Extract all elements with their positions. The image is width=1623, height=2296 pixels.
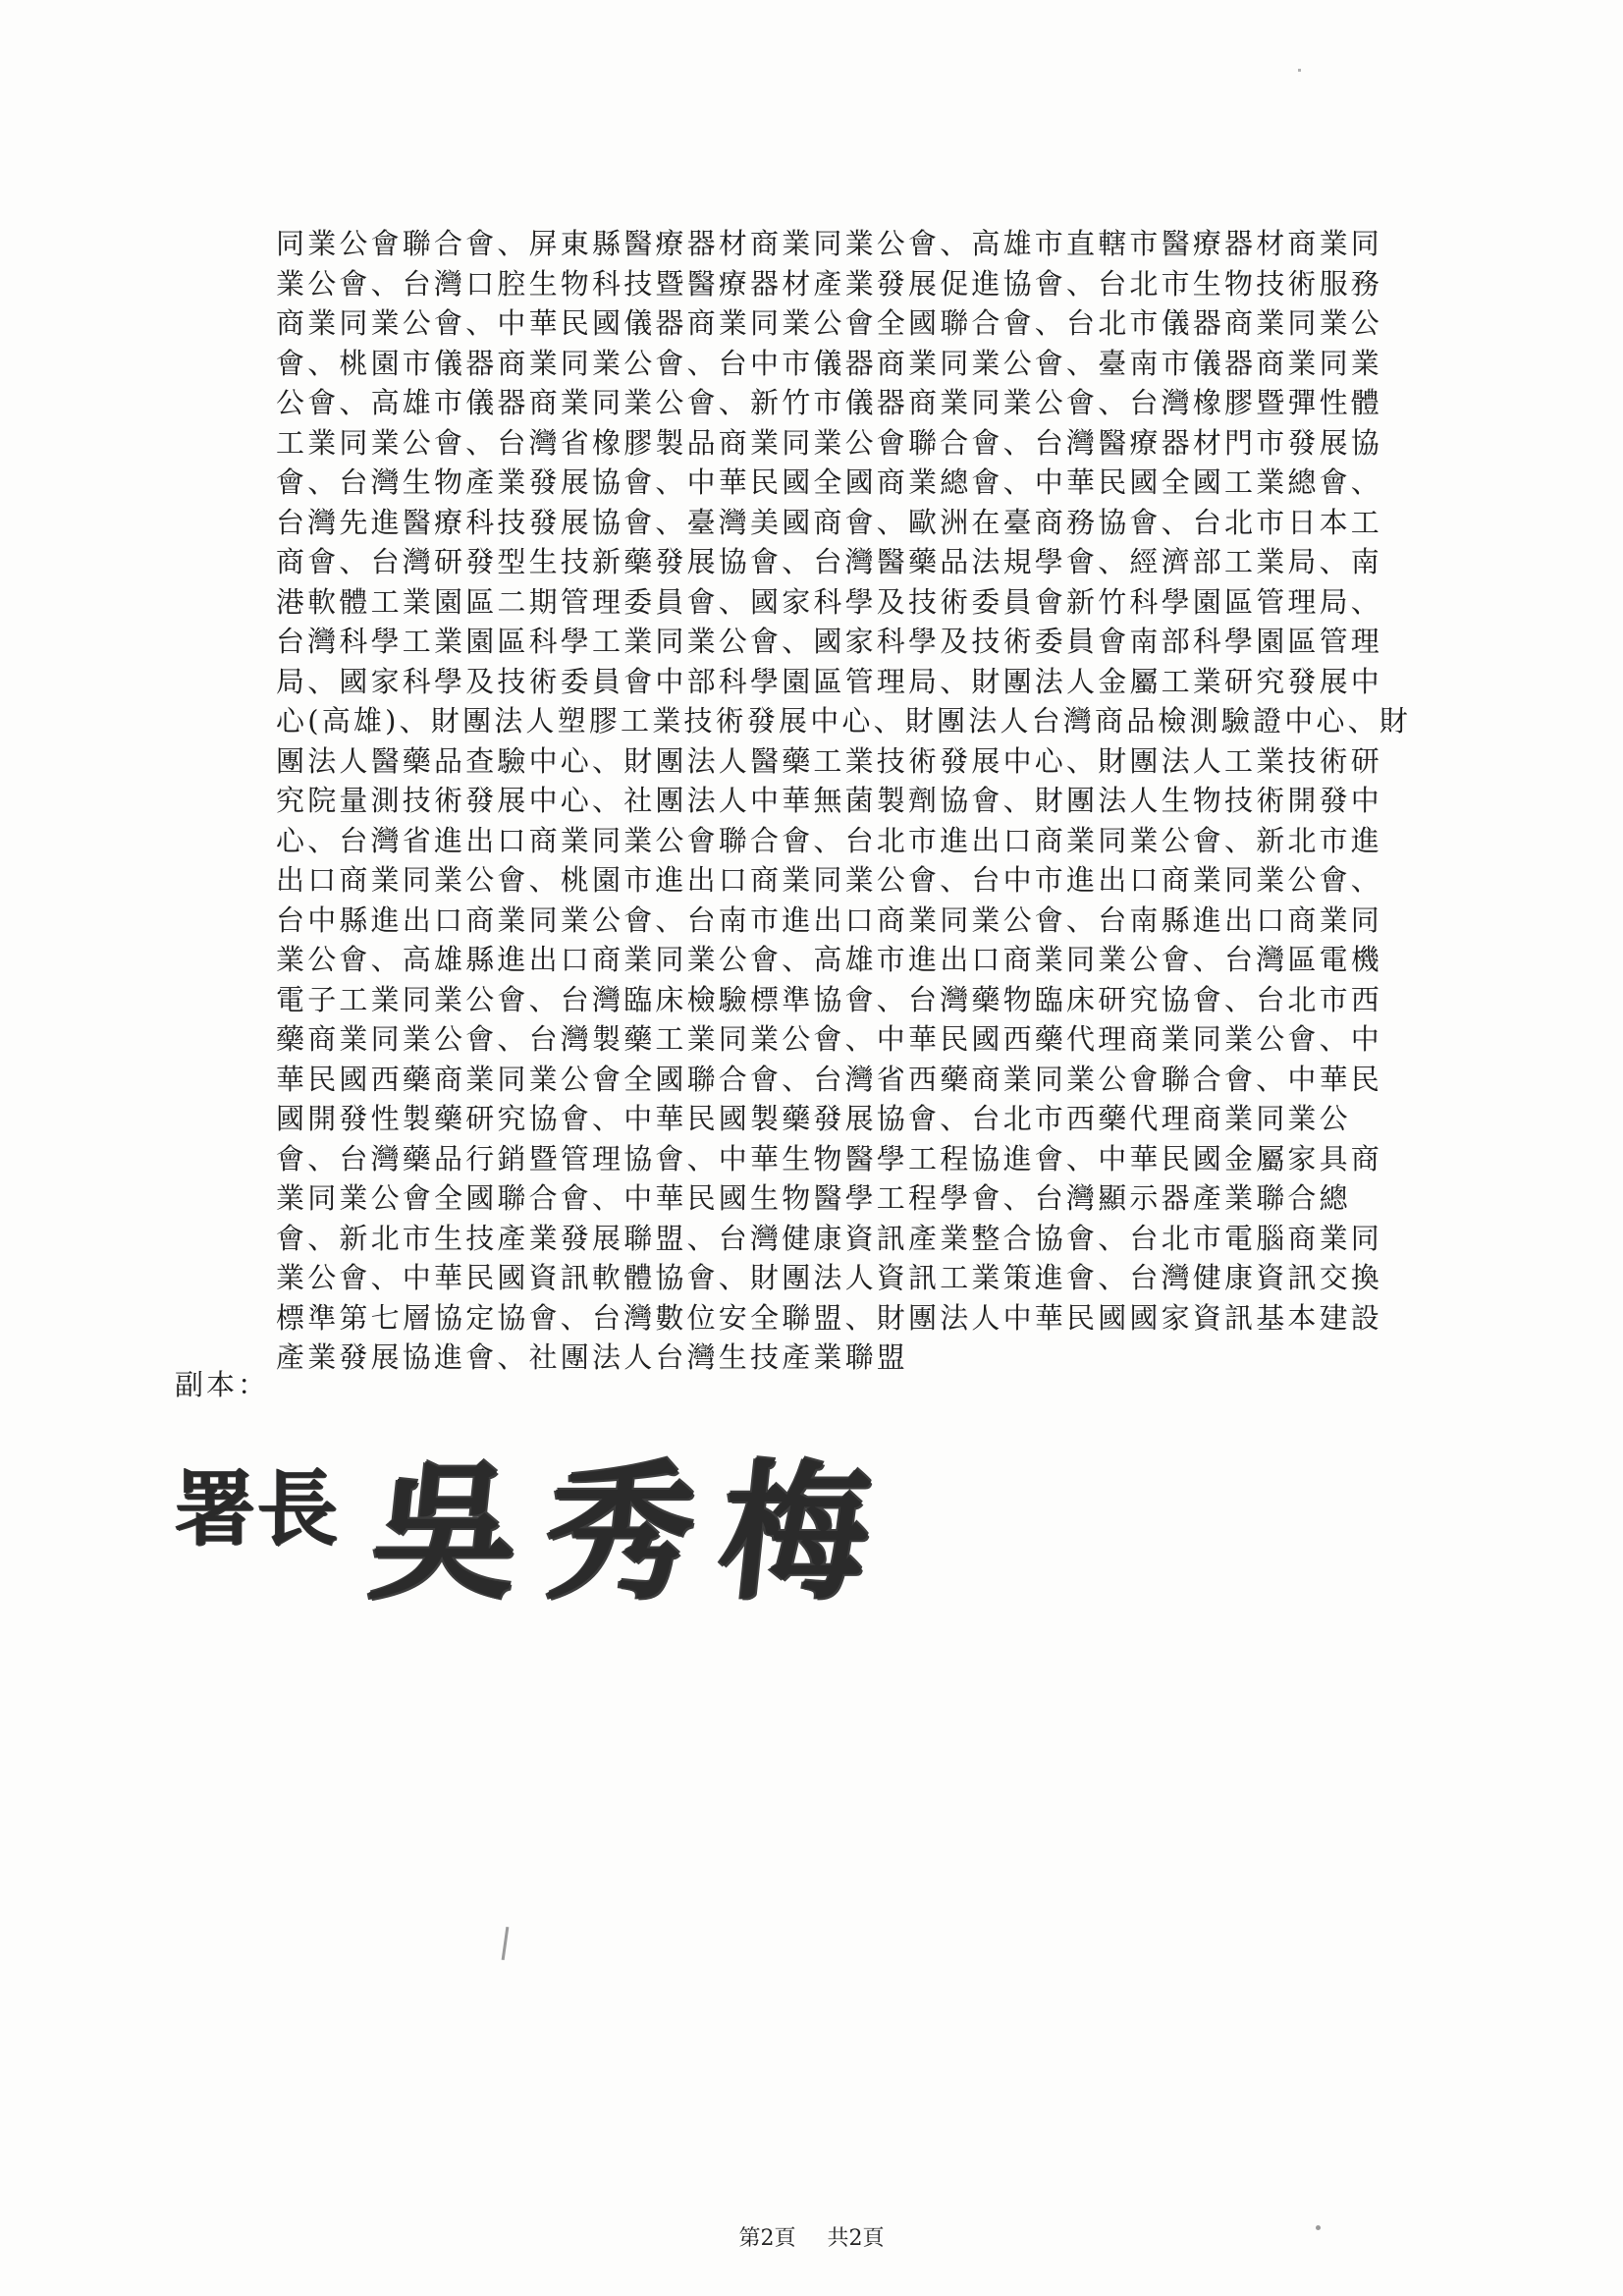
recipients-line: 業公會、台灣口腔生物科技暨醫療器材產業發展促進協會、台北市生物技術服務 <box>276 266 1383 301</box>
recipients-line: 標準第七層協定協會、台灣數位安全聯盟、財團法人中華民國國家資訊基本建設 <box>276 1300 1383 1335</box>
recipients-line: 產業發展協進會、社團法人台灣生技產業聯盟 <box>276 1340 909 1374</box>
scan-speck <box>1298 69 1301 72</box>
recipients-line: 業公會、中華民國資訊軟體協會、財團法人資訊工業策進會、台灣健康資訊交換 <box>276 1261 1383 1294</box>
recipients-line: 台灣先進醫療科技發展協會、臺灣美國商會、歐洲在臺商務協會、台北市日本工 <box>276 505 1383 539</box>
signature-stamp <box>167 1404 905 1619</box>
recipients-line: 會、桃園市儀器商業同業公會、台中市儀器商業同業公會、臺南市儀器商業同業 <box>276 346 1383 380</box>
recipients-line: 工業同業公會、台灣省橡膠製品商業同業公會聯合會、台灣醫療器材門市發展協 <box>276 425 1383 460</box>
recipients-line: 會、新北市生技產業發展聯盟、台灣健康資訊產業整合協會、台北市電腦商業同 <box>276 1221 1383 1255</box>
signature-name: 吳秀梅 <box>362 1447 905 1619</box>
recipients-line: 局、國家科學及技術委員會中部科學園區管理局、財團法人金屬工業研究發展中 <box>276 664 1383 698</box>
recipients-line: 台中縣進出口商業同業公會、台南市進出口商業同業公會、台南縣進出口商業同 <box>276 902 1383 937</box>
recipients-line: 公會、高雄市儀器商業同業公會、新竹市儀器商業同業公會、台灣橡膠暨彈性體 <box>276 386 1383 419</box>
recipients-line: 會、台灣生物產業發展協會、中華民國全國商業總會、中華民國全國工業總會、 <box>276 465 1383 499</box>
recipients-line: 國開發性製藥研究協會、中華民國製藥發展協會、台北市西藥代理商業同業公 <box>276 1102 1351 1135</box>
recipients-line: 港軟體工業園區二期管理委員會、國家科學及技術委員會新竹科學園區管理局、 <box>276 584 1383 619</box>
recipients-line: 心、台灣省進出口商業同業公會聯合會、台北市進出口商業同業公會、新北市進 <box>276 823 1383 857</box>
recipients-line: 商會、台灣研發型生技新藥發展協會、台灣醫藥品法規學會、經濟部工業局、南 <box>276 545 1383 578</box>
signature-title: 署長 <box>175 1461 341 1558</box>
page-total: 共2頁 <box>827 2226 885 2251</box>
recipients-line: 同業公會聯合會、屏東縣醫療器材商業同業公會、高雄市直轄市醫療器材商業同 <box>276 227 1383 260</box>
page-number-footer <box>0 2221 1623 2252</box>
recipients-line: 業公會、高雄縣進出口商業同業公會、高雄市進出口商業同業公會、台灣區電機 <box>276 943 1383 976</box>
recipients-line: 商業同業公會、中華民國儀器商業同業公會全國聯合會、台北市儀器商業同業公 <box>276 306 1383 340</box>
recipients-line: 華民國西藥商業同業公會全國聯合會、台灣省西藥商業同業公會聯合會、中華民 <box>276 1062 1383 1096</box>
recipients-line: 出口商業同業公會、桃園市進出口商業同業公會、台中市進出口商業同業公會、 <box>276 863 1383 897</box>
page-current: 第2頁 <box>738 2226 796 2251</box>
recipients-list <box>276 224 1454 1378</box>
scan-speck <box>502 1927 510 1960</box>
recipients-line: 台灣科學工業園區科學工業同業公會、國家科學及技術委員會南部科學園區管理 <box>276 625 1383 658</box>
cc-label: 副本： <box>175 1368 270 1401</box>
recipients-line: 究院量測技術發展中心、社團法人中華無菌製劑協會、財團法人生物技術開發中 <box>276 784 1383 817</box>
recipients-line: 電子工業同業公會、台灣臨床檢驗標準協會、台灣藥物臨床研究協會、台北市西 <box>276 982 1383 1016</box>
recipients-line: 會、台灣藥品行銷暨管理協會、中華生物醫學工程協進會、中華民國金屬家具商 <box>276 1141 1383 1175</box>
recipients-line: 藥商業同業公會、台灣製藥工業同業公會、中華民國西藥代理商業同業公會、中 <box>276 1022 1383 1056</box>
recipients-line: 心(高雄)、財團法人塑膠工業技術發展中心、財團法人台灣商品檢測驗證中心、財 <box>276 704 1412 738</box>
recipients-line: 團法人醫藥品查驗中心、財團法人醫藥工業技術發展中心、財團法人工業技術研 <box>276 743 1383 778</box>
recipients-line: 業同業公會全國聯合會、中華民國生物醫學工程學會、台灣顯示器產業聯合總 <box>276 1181 1351 1215</box>
